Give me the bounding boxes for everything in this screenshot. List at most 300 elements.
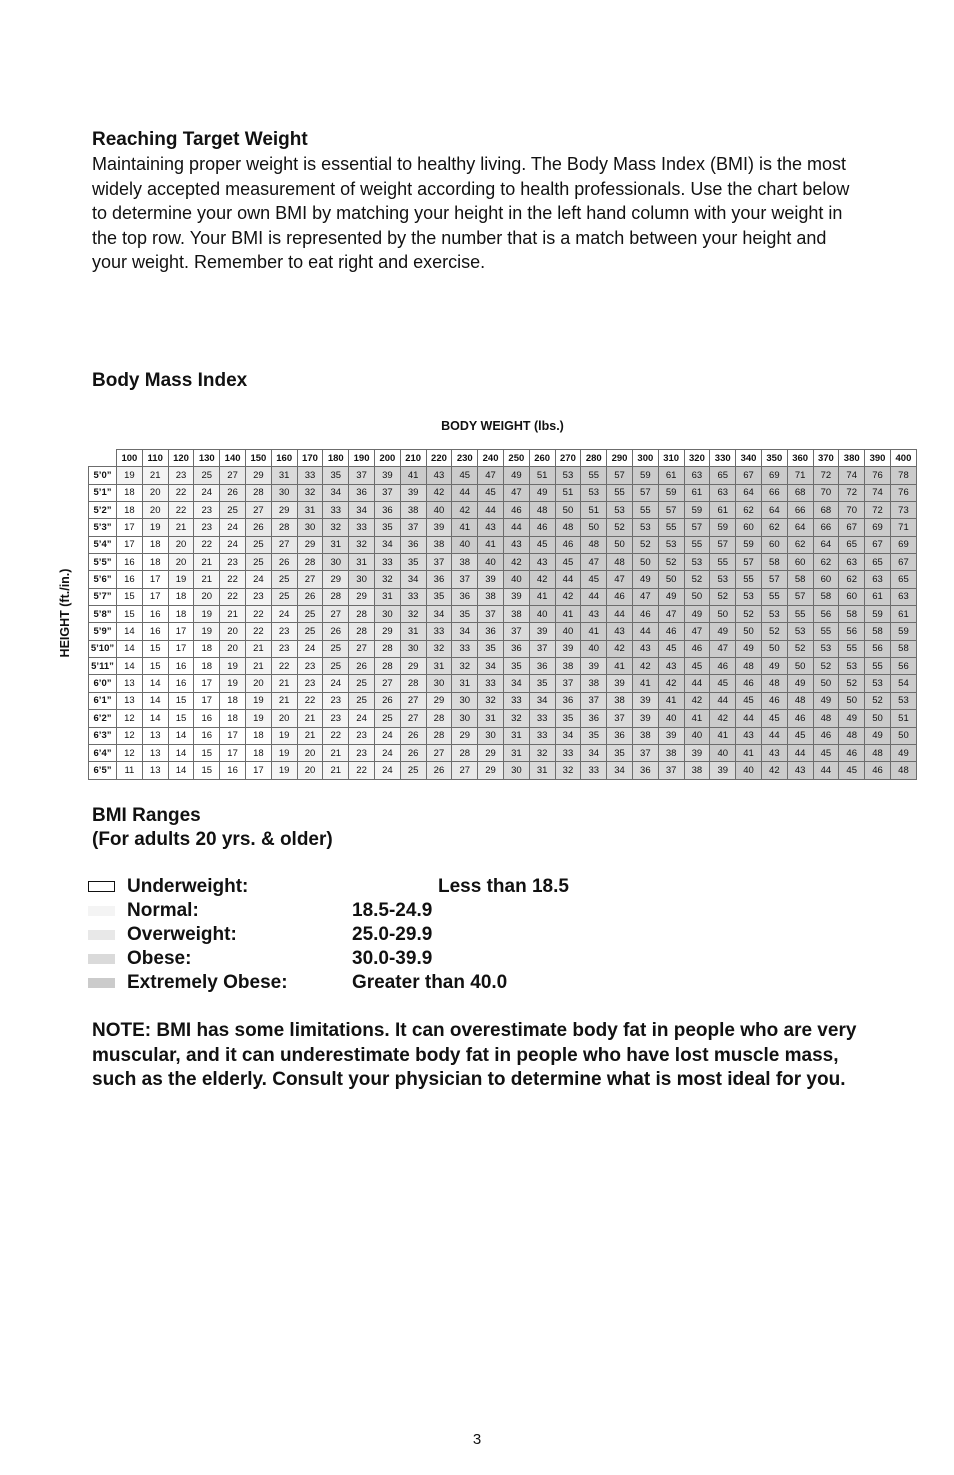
bmi-cell: 14 — [168, 744, 194, 761]
bmi-cell: 20 — [168, 554, 194, 571]
bmi-cell: 33 — [478, 675, 504, 692]
bmi-cell: 24 — [271, 606, 297, 623]
bmi-cell: 36 — [426, 571, 452, 588]
legend-swatch-underweight — [88, 881, 115, 892]
weight-header-cell: 180 — [323, 450, 349, 467]
bmi-cell: 39 — [503, 588, 529, 605]
height-label-cell: 5’11” — [89, 658, 117, 675]
bmi-cell: 49 — [710, 623, 736, 640]
bmi-cell: 36 — [452, 588, 478, 605]
bmi-cell: 61 — [865, 588, 891, 605]
weight-header-cell: 240 — [478, 450, 504, 467]
bmi-cell: 14 — [168, 762, 194, 779]
bmi-cell: 25 — [297, 623, 323, 640]
bmi-cell: 49 — [658, 588, 684, 605]
bmi-cell: 33 — [555, 744, 581, 761]
bmi-cell: 49 — [865, 727, 891, 744]
bmi-cell: 45 — [813, 744, 839, 761]
bmi-cell: 18 — [245, 727, 271, 744]
bmi-cell: 51 — [529, 467, 555, 484]
bmi-cell: 17 — [220, 727, 246, 744]
bmi-cell: 19 — [245, 710, 271, 727]
bmi-cell: 25 — [323, 658, 349, 675]
bmi-cell: 34 — [452, 623, 478, 640]
bmi-cell: 41 — [581, 623, 607, 640]
bmi-cell: 20 — [220, 623, 246, 640]
bmi-cell: 33 — [503, 692, 529, 709]
bmi-cell: 44 — [632, 623, 658, 640]
bmi-cell: 25 — [245, 536, 271, 553]
weight-header-cell: 220 — [426, 450, 452, 467]
bmi-ranges-title — [92, 804, 333, 852]
bmi-cell: 43 — [761, 744, 787, 761]
bmi-cell: 30 — [452, 710, 478, 727]
bmi-cell: 15 — [142, 658, 168, 675]
bmi-cell: 48 — [761, 675, 787, 692]
bmi-cell: 55 — [839, 640, 865, 657]
bmi-cell: 25 — [374, 710, 400, 727]
height-label-cell: 5’1” — [89, 484, 117, 501]
bmi-cell: 33 — [529, 727, 555, 744]
bmi-cell: 36 — [607, 727, 633, 744]
bmi-cell: 23 — [323, 710, 349, 727]
bmi-cell: 50 — [736, 623, 762, 640]
bmi-cell: 13 — [117, 692, 143, 709]
bmi-cell: 27 — [297, 571, 323, 588]
bmi-cell: 66 — [813, 519, 839, 536]
bmi-cell: 18 — [142, 536, 168, 553]
bmi-cell: 50 — [890, 727, 916, 744]
bmi-cell: 40 — [581, 640, 607, 657]
bmi-cell: 52 — [761, 623, 787, 640]
bmi-cell: 49 — [787, 675, 813, 692]
legend-item-obese — [88, 948, 688, 972]
bmi-cell: 64 — [787, 519, 813, 536]
bmi-cell: 50 — [632, 554, 658, 571]
bmi-cell: 38 — [658, 744, 684, 761]
bmi-cell: 43 — [658, 658, 684, 675]
bmi-cell: 25 — [349, 692, 375, 709]
bmi-cell: 35 — [426, 588, 452, 605]
bmi-cell: 52 — [658, 554, 684, 571]
bmi-cell: 31 — [400, 623, 426, 640]
bmi-cell: 38 — [684, 762, 710, 779]
bmi-cell: 31 — [323, 536, 349, 553]
bmi-cell: 42 — [658, 675, 684, 692]
bmi-cell: 46 — [658, 623, 684, 640]
bmi-cell: 49 — [890, 744, 916, 761]
bmi-cell: 55 — [658, 519, 684, 536]
bmi-cell: 19 — [220, 658, 246, 675]
bmi-cell: 18 — [117, 484, 143, 501]
page-number: 3 — [472, 1431, 482, 1448]
bmi-cell: 63 — [710, 484, 736, 501]
bmi-cell: 29 — [426, 692, 452, 709]
bmi-cell: 59 — [684, 502, 710, 519]
bmi-cell: 14 — [117, 623, 143, 640]
bmi-cell: 14 — [142, 675, 168, 692]
bmi-cell: 27 — [245, 502, 271, 519]
bmi-cell: 50 — [710, 606, 736, 623]
bmi-cell: 43 — [787, 762, 813, 779]
bmi-cell: 50 — [813, 675, 839, 692]
bmi-cell: 35 — [529, 675, 555, 692]
bmi-cell: 74 — [865, 484, 891, 501]
bmi-cell: 49 — [813, 692, 839, 709]
bmi-cell: 58 — [890, 640, 916, 657]
bmi-cell: 17 — [220, 744, 246, 761]
bmi-cell: 59 — [736, 536, 762, 553]
bmi-cell: 57 — [710, 536, 736, 553]
bmi-cell: 31 — [503, 744, 529, 761]
bmi-cell: 26 — [297, 588, 323, 605]
height-label-cell: 5’0” — [89, 467, 117, 484]
bmi-cell: 31 — [271, 467, 297, 484]
bmi-cell: 41 — [632, 675, 658, 692]
bmi-cell: 34 — [323, 484, 349, 501]
weight-header-cell: 310 — [658, 450, 684, 467]
bmi-cell: 28 — [349, 623, 375, 640]
weight-header-cell: 270 — [555, 450, 581, 467]
bmi-cell: 65 — [710, 467, 736, 484]
section-heading-target-weight: Reaching Target Weight — [92, 129, 308, 150]
bmi-cell: 33 — [426, 623, 452, 640]
bmi-cell: 39 — [710, 762, 736, 779]
bmi-cell: 23 — [245, 588, 271, 605]
bmi-cell: 27 — [349, 640, 375, 657]
bmi-cell: 38 — [478, 588, 504, 605]
weight-header-cell: 250 — [503, 450, 529, 467]
bmi-cell: 51 — [890, 710, 916, 727]
weight-header-row — [89, 450, 917, 467]
bmi-cell: 36 — [529, 658, 555, 675]
bmi-cell: 42 — [632, 658, 658, 675]
bmi-cell: 34 — [426, 606, 452, 623]
bmi-cell: 62 — [839, 571, 865, 588]
bmi-cell: 78 — [890, 467, 916, 484]
bmi-cell: 39 — [632, 710, 658, 727]
bmi-cell: 18 — [220, 710, 246, 727]
bmi-cell: 57 — [787, 588, 813, 605]
bmi-cell: 32 — [478, 692, 504, 709]
bmi-cell: 20 — [297, 744, 323, 761]
bmi-cell: 23 — [271, 640, 297, 657]
bmi-cell: 36 — [400, 536, 426, 553]
bmi-cell: 27 — [271, 536, 297, 553]
bmi-cell: 48 — [865, 744, 891, 761]
bmi-cell: 28 — [245, 484, 271, 501]
bmi-cell: 25 — [245, 554, 271, 571]
bmi-cell: 51 — [581, 502, 607, 519]
bmi-cell: 47 — [607, 571, 633, 588]
bmi-cell: 40 — [478, 554, 504, 571]
bmi-cell: 52 — [710, 588, 736, 605]
bmi-cell: 40 — [555, 623, 581, 640]
bmi-cell: 50 — [555, 502, 581, 519]
bmi-cell: 27 — [426, 744, 452, 761]
bmi-cell: 44 — [761, 727, 787, 744]
bmi-cell: 20 — [194, 588, 220, 605]
bmi-cell: 24 — [349, 710, 375, 727]
table-row — [89, 588, 917, 605]
bmi-cell: 57 — [658, 502, 684, 519]
bmi-cell: 40 — [710, 744, 736, 761]
bmi-cell: 61 — [890, 606, 916, 623]
bmi-cell: 49 — [736, 640, 762, 657]
bmi-cell: 37 — [632, 744, 658, 761]
bmi-cell: 35 — [374, 519, 400, 536]
section-heading-bmi: Body Mass Index — [92, 370, 248, 391]
legend-name: Obese: — [127, 948, 192, 969]
bmi-cell: 28 — [323, 588, 349, 605]
bmi-cell: 61 — [710, 502, 736, 519]
bmi-cell: 46 — [503, 502, 529, 519]
bmi-cell: 53 — [658, 536, 684, 553]
bmi-cell: 45 — [555, 554, 581, 571]
bmi-cell: 29 — [245, 467, 271, 484]
bmi-cell: 49 — [684, 606, 710, 623]
bmi-cell: 19 — [271, 727, 297, 744]
bmi-cell: 41 — [607, 658, 633, 675]
bmi-cell: 35 — [452, 606, 478, 623]
bmi-cell: 53 — [607, 502, 633, 519]
bmi-cell: 21 — [245, 640, 271, 657]
bmi-cell: 44 — [813, 762, 839, 779]
bmi-cell: 35 — [323, 467, 349, 484]
table-row — [89, 606, 917, 623]
bmi-cell: 21 — [323, 744, 349, 761]
bmi-cell: 32 — [426, 640, 452, 657]
table-row — [89, 675, 917, 692]
bmi-cell: 24 — [220, 536, 246, 553]
bmi-cell: 44 — [581, 588, 607, 605]
bmi-cell: 44 — [787, 744, 813, 761]
bmi-cell: 66 — [761, 484, 787, 501]
bmi-cell: 60 — [813, 571, 839, 588]
bmi-cell: 16 — [220, 762, 246, 779]
bmi-cell: 22 — [245, 606, 271, 623]
bmi-cell: 40 — [503, 571, 529, 588]
bmi-cell: 48 — [787, 692, 813, 709]
bmi-cell: 13 — [142, 727, 168, 744]
table-row — [89, 640, 917, 657]
bmi-cell: 31 — [503, 727, 529, 744]
bmi-cell: 55 — [865, 658, 891, 675]
bmi-cell: 42 — [555, 588, 581, 605]
bmi-cell: 25 — [271, 571, 297, 588]
bmi-cell: 39 — [581, 658, 607, 675]
bmi-cell: 50 — [761, 640, 787, 657]
bmi-cell: 21 — [297, 727, 323, 744]
bmi-cell: 43 — [632, 640, 658, 657]
bmi-cell: 52 — [607, 519, 633, 536]
height-label-cell: 6’1” — [89, 692, 117, 709]
bmi-cell: 14 — [142, 710, 168, 727]
bmi-cell: 31 — [297, 502, 323, 519]
bmi-cell: 46 — [813, 727, 839, 744]
bmi-cell: 58 — [813, 588, 839, 605]
bmi-cell: 42 — [529, 571, 555, 588]
bmi-cell: 23 — [271, 623, 297, 640]
bmi-cell: 34 — [400, 571, 426, 588]
height-label-cell: 5’3” — [89, 519, 117, 536]
bmi-cell: 39 — [400, 484, 426, 501]
weight-header-cell: 300 — [632, 450, 658, 467]
weight-header-cell: 140 — [220, 450, 246, 467]
bmi-cell: 36 — [478, 623, 504, 640]
table-row — [89, 692, 917, 709]
weight-header-cell: 290 — [607, 450, 633, 467]
bmi-cell: 25 — [349, 675, 375, 692]
bmi-cell: 46 — [529, 519, 555, 536]
bmi-cell: 48 — [890, 762, 916, 779]
bmi-cell: 36 — [581, 710, 607, 727]
bmi-cell: 55 — [787, 606, 813, 623]
bmi-cell: 23 — [297, 675, 323, 692]
bmi-cell: 41 — [710, 727, 736, 744]
bmi-cell: 57 — [607, 467, 633, 484]
bmi-cell: 23 — [220, 554, 246, 571]
bmi-cell: 35 — [478, 640, 504, 657]
legend-item-extremely-obese — [88, 972, 688, 996]
bmi-cell: 50 — [865, 710, 891, 727]
bmi-cell: 62 — [813, 554, 839, 571]
bmi-cell: 36 — [632, 762, 658, 779]
bmi-cell: 70 — [839, 502, 865, 519]
bmi-cell: 63 — [839, 554, 865, 571]
bmi-cell: 59 — [710, 519, 736, 536]
legend-item-overweight — [88, 924, 688, 948]
bmi-cell: 40 — [658, 710, 684, 727]
bmi-cell: 43 — [478, 519, 504, 536]
bmi-cell: 28 — [271, 519, 297, 536]
height-label-cell: 5’5” — [89, 554, 117, 571]
bmi-cell: 37 — [555, 675, 581, 692]
bmi-cell: 27 — [220, 467, 246, 484]
bmi-cell: 27 — [452, 762, 478, 779]
bmi-cell: 23 — [297, 658, 323, 675]
bmi-cell: 26 — [400, 744, 426, 761]
bmi-cell: 21 — [194, 554, 220, 571]
bmi-cell: 20 — [142, 502, 168, 519]
bmi-cell: 32 — [529, 744, 555, 761]
weight-header-cell: 330 — [710, 450, 736, 467]
bmi-cell: 33 — [400, 588, 426, 605]
bmi-cell: 26 — [220, 484, 246, 501]
bmi-cell: 23 — [349, 744, 375, 761]
bmi-cell: 15 — [142, 640, 168, 657]
bmi-cell: 22 — [220, 588, 246, 605]
bmi-cell: 24 — [323, 675, 349, 692]
bmi-cell: 36 — [349, 484, 375, 501]
bmi-cell: 55 — [607, 484, 633, 501]
bmi-cell: 26 — [400, 727, 426, 744]
bmi-cell: 72 — [839, 484, 865, 501]
bmi-cell: 63 — [890, 588, 916, 605]
bmi-cell: 32 — [374, 571, 400, 588]
bmi-cell: 32 — [555, 762, 581, 779]
bmi-cell: 24 — [374, 762, 400, 779]
bmi-cell: 15 — [168, 692, 194, 709]
bmi-cell: 24 — [374, 727, 400, 744]
bmi-cell: 65 — [865, 554, 891, 571]
bmi-cell: 53 — [761, 606, 787, 623]
bmi-cell: 30 — [374, 606, 400, 623]
weight-header-cell: 120 — [168, 450, 194, 467]
weight-header-cell: 350 — [761, 450, 787, 467]
bmi-cell: 40 — [452, 536, 478, 553]
bmi-cell: 28 — [374, 640, 400, 657]
bmi-cell: 19 — [117, 467, 143, 484]
table-row — [89, 484, 917, 501]
bmi-cell: 42 — [761, 762, 787, 779]
bmi-cell: 17 — [245, 762, 271, 779]
bmi-cell: 68 — [813, 502, 839, 519]
bmi-cell: 17 — [168, 640, 194, 657]
bmi-cell: 29 — [271, 502, 297, 519]
bmi-cell: 60 — [839, 588, 865, 605]
bmi-cell: 26 — [349, 658, 375, 675]
bmi-table-container — [88, 449, 917, 780]
bmi-cell: 20 — [297, 762, 323, 779]
bmi-cell: 29 — [478, 762, 504, 779]
bmi-cell: 49 — [632, 571, 658, 588]
table-row — [89, 536, 917, 553]
bmi-cell: 39 — [426, 519, 452, 536]
bmi-cell: 49 — [503, 467, 529, 484]
bmi-cell: 24 — [297, 640, 323, 657]
height-label-cell: 5’4” — [89, 536, 117, 553]
bmi-cell: 38 — [400, 502, 426, 519]
bmi-cell: 54 — [890, 675, 916, 692]
table-row — [89, 623, 917, 640]
bmi-table — [88, 449, 917, 780]
x-axis-label: BODY WEIGHT (lbs.) — [441, 419, 564, 433]
bmi-cell: 41 — [555, 606, 581, 623]
height-label-cell: 6’5” — [89, 762, 117, 779]
bmi-cell: 13 — [142, 744, 168, 761]
height-label-cell: 5’2” — [89, 502, 117, 519]
bmi-cell: 37 — [529, 640, 555, 657]
bmi-cell: 18 — [168, 606, 194, 623]
weight-header-cell: 280 — [581, 450, 607, 467]
bmi-cell: 49 — [529, 484, 555, 501]
bmi-cell: 18 — [117, 502, 143, 519]
bmi-cell: 28 — [426, 710, 452, 727]
bmi-cell: 55 — [581, 467, 607, 484]
bmi-cell: 74 — [839, 467, 865, 484]
bmi-cell: 19 — [271, 744, 297, 761]
bmi-cell: 16 — [142, 623, 168, 640]
bmi-cell: 34 — [374, 536, 400, 553]
bmi-cell: 30 — [478, 727, 504, 744]
bmi-cell: 59 — [658, 484, 684, 501]
bmi-cell: 27 — [323, 606, 349, 623]
bmi-cell: 43 — [503, 536, 529, 553]
bmi-cell: 25 — [323, 640, 349, 657]
bmi-cell: 30 — [426, 675, 452, 692]
bmi-cell: 45 — [761, 710, 787, 727]
bmi-cell: 67 — [890, 554, 916, 571]
bmi-cell: 24 — [220, 519, 246, 536]
bmi-cell: 55 — [684, 536, 710, 553]
bmi-cell: 29 — [400, 658, 426, 675]
bmi-cell: 39 — [684, 744, 710, 761]
bmi-cell: 50 — [684, 588, 710, 605]
bmi-cell: 40 — [736, 762, 762, 779]
bmi-cell: 33 — [374, 554, 400, 571]
bmi-cell: 22 — [194, 536, 220, 553]
